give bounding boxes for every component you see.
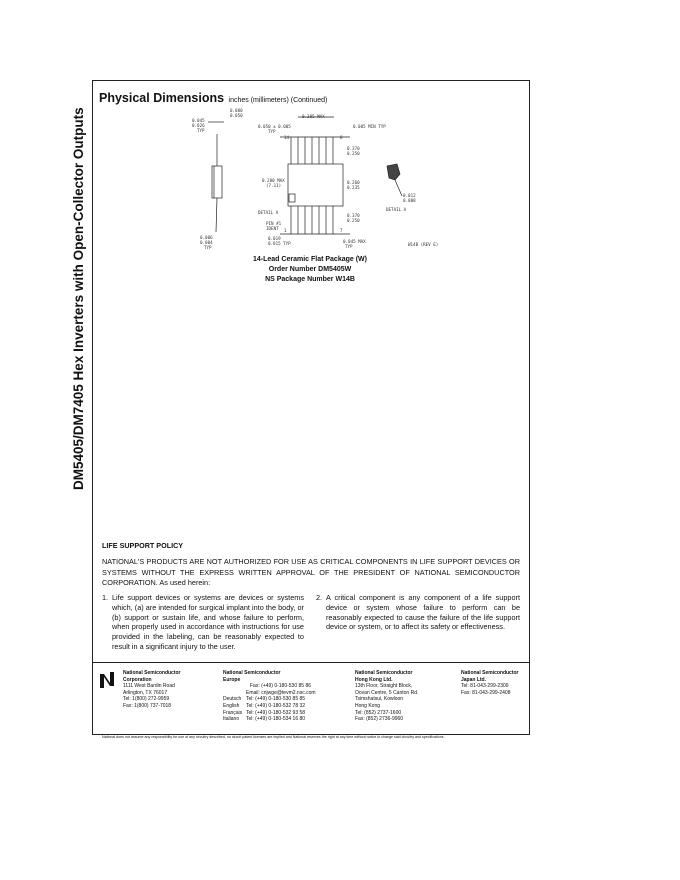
side-view — [208, 122, 224, 232]
package-drawing — [190, 104, 520, 254]
dim-left-bottom-1: 0.006 — [200, 235, 213, 240]
dim-left-bottom-2: 0.004 — [200, 240, 213, 245]
pin-14-label: 14 — [284, 135, 290, 140]
pin-1-label: 1 — [284, 228, 287, 233]
europe-row: Italiano Tel: (+49) 0-180-534 16 80 — [223, 716, 306, 723]
hk-line: 13th Floor, Straight Block, — [355, 683, 413, 690]
dim-pitch-2: TYP — [268, 129, 276, 134]
dim-top-1: 0.080 — [230, 108, 243, 113]
japan-name-2: Japan Ltd. — [461, 676, 487, 683]
europe-name-1: National Semiconductor — [223, 670, 281, 676]
drawing-ref: W14B (REV E) — [408, 242, 439, 247]
detail-dim-2: 0.008 — [403, 198, 416, 203]
pin-8-label: 8 — [340, 135, 343, 140]
caption-line-3: NS Package Number W14B — [265, 276, 355, 283]
dim-body-width-2: (7.11) — [266, 183, 282, 188]
item-text: A critical component is any component of a life support device or system whose failure to perform can be reasonably expected to cause the failure of the life support device or system, or to affect its safety or effectiveness. — [326, 593, 520, 632]
japan-name-1: National Semiconductor — [461, 670, 519, 676]
detail-a-view — [387, 164, 402, 196]
detail-a-right-label: DETAIL A — [386, 207, 407, 212]
item-text: Life support devices or systems are devices or systems which, (a) are intended for surgical implant into the body, or (b) support or sustain life, and whose failure to perform, when properly used in accordance with instructions for use provided in the labeling, can be reasonably expected to result in a significant injury to the user. — [112, 593, 304, 651]
dim-body-width-1: 0.280 MAX — [262, 178, 285, 183]
package-caption — [210, 255, 410, 285]
hk-line: Fax: (852) 2736-9960 — [355, 716, 404, 723]
national-logo-icon — [98, 668, 116, 692]
footer-divider — [92, 662, 530, 663]
japan-line: Fax: 81-043-299-2408 — [461, 689, 511, 696]
hk-name-2: Hong Kong Ltd. — [355, 676, 393, 683]
dim-lead-top-1: 0.370 — [347, 146, 360, 151]
policy-item-1 — [102, 593, 304, 652]
europe-name-2: Europe — [223, 676, 241, 683]
dim-lead-width-2: 0.026 — [192, 123, 205, 128]
side-title: DM5405/DM7405 Hex Inverters with Open-Collector Outputs — [71, 107, 86, 490]
detail-dim-1: 0.012 — [403, 193, 416, 198]
dim-lead-width-1: 0.045 — [192, 118, 205, 123]
item-number: 1. — [102, 593, 109, 602]
corp-name-1: National Semiconductor — [123, 670, 181, 676]
address-japan — [461, 670, 519, 696]
dim-body-len: 0.385 MAX — [302, 114, 325, 119]
address-hong-kong — [355, 670, 418, 723]
dim-side-width-2: 0.235 — [347, 185, 360, 190]
corp-line: Fax: 1(800) 737-7018 — [123, 702, 172, 709]
dim-lead-bot-2: 0.250 — [347, 218, 360, 223]
dim-bottom-1: 0.045 MAX — [343, 239, 366, 244]
corp-line: 1111 West Bardin Road — [123, 683, 175, 690]
heading-main: Physical Dimensions — [99, 91, 225, 105]
pin1-ident-2: IDENT — [266, 226, 279, 231]
dim-lead-width2-2: 0.015 TYP — [268, 241, 291, 246]
dim-left-bottom-3: TYP — [204, 245, 212, 250]
dim-side-width-1: 0.260 — [347, 180, 360, 185]
dim-lead-bot-1: 0.370 — [347, 213, 360, 218]
detail-a-label: DETAIL A — [258, 210, 279, 215]
bottom-leads — [291, 206, 333, 234]
europe-row: Deutsch Tel: (+49) 0-180-530 85 85 — [223, 696, 306, 703]
policy-item-2 — [316, 593, 520, 632]
europe-fax: Fax: (+49) 0-180-530 85 86 — [250, 683, 312, 690]
heading-sub: inches (millimeters) (Continued) — [228, 97, 328, 104]
policy-title: LIFE SUPPORT POLICY — [102, 541, 184, 550]
disclaimer: National does not assume any responsibility for use of any circuitry described, no circuit patent licenses are implied and National reserves the right at any time without notice to change said circuitry and specifications. — [102, 735, 445, 739]
policy-body: NATIONAL'S PRODUCTS ARE NOT AUTHORIZED FOR USE AS CRITICAL COMPONENTS IN LIFE SUPPORT DEVICES OR SYSTEMS WITHOUT THE EXPRESS WRITTEN APPROVAL OF THE PRESIDENT OF NATIONAL SEMICONDUCTOR CORPORATION. As used herein: — [102, 557, 520, 587]
hk-line: Ocean Centre, 5 Canton Rd. — [355, 689, 419, 696]
pin-7-label: 7 — [340, 228, 343, 233]
europe-row: Français Tel: (+49) 0-180-532 93 58 — [223, 709, 306, 716]
corp-line: Tel: 1(800) 272-9959 — [123, 696, 170, 703]
dim-top-2: 0.050 — [230, 113, 243, 118]
europe-email: Email: cnjwge@tevm2.nsc.com — [246, 689, 316, 696]
corp-line: Arlington, TX 76017 — [123, 689, 168, 696]
europe-row: English Tel: (+49) 0-180-532 78 32 — [223, 702, 306, 709]
dim-bottom-2: TYP — [345, 244, 353, 249]
dim-pin-spacing: 0.005 MIN TYP — [353, 124, 386, 129]
hk-line: Hong Kong — [355, 702, 381, 709]
caption-line-2: Order Number DM5405W — [268, 266, 352, 273]
japan-line: Tel: 81-043-299-2309 — [461, 683, 509, 690]
address-corporation — [123, 670, 181, 710]
hk-name-1: National Semiconductor — [355, 670, 413, 676]
pin1-ident-1: PIN #1 — [266, 221, 282, 226]
dim-lead-width-3: TYP — [197, 128, 205, 133]
hk-line: Tsimshatsui, Kowloon — [355, 696, 404, 703]
top-leads — [291, 137, 333, 164]
dim-pitch-1: 0.050 ± 0.005 — [258, 124, 291, 129]
item-number: 2. — [316, 593, 323, 602]
address-europe — [223, 670, 316, 723]
hk-line: Tel: (852) 2737-1600 — [355, 709, 402, 716]
dim-lead-width2-1: 0.019 — [268, 236, 281, 241]
corp-name-2: Corporation — [123, 676, 152, 683]
caption-line-1: 14-Lead Ceramic Flat Package (W) — [253, 256, 367, 263]
dim-lead-top-2: 0.250 — [347, 151, 360, 156]
